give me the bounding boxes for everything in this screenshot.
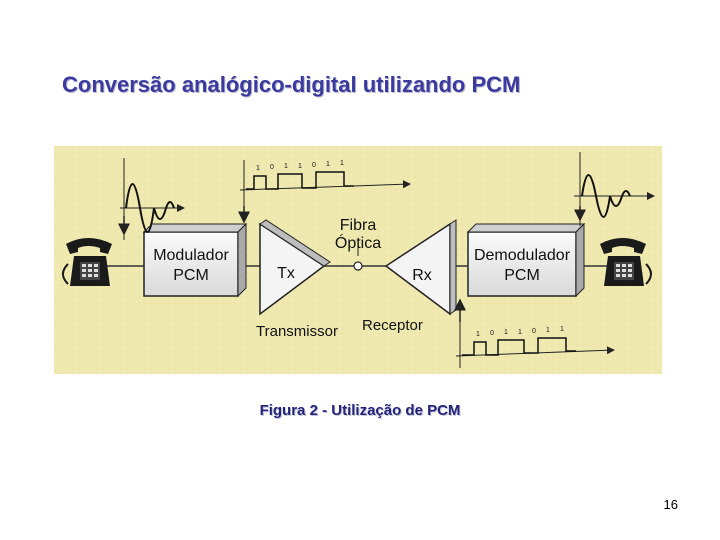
bit-top-5: 1 [326, 161, 330, 168]
bit-bottom-4: 0 [532, 328, 536, 335]
pcm-diagram [54, 146, 662, 374]
demodulator-box [468, 224, 584, 296]
bit-bottom-3: 1 [518, 329, 522, 336]
receiver-label: Receptor [362, 317, 423, 334]
bit-bottom-5: 1 [546, 327, 550, 334]
modulator-label-line1: Modulador [153, 247, 229, 264]
bit-bottom-0: 1 [476, 331, 480, 338]
demodulator-label-line2: PCM [504, 267, 540, 284]
tx-label: Tx [277, 265, 295, 282]
rx-label: Rx [412, 267, 432, 284]
bit-top-2: 1 [284, 163, 288, 170]
bit-top-6: 1 [340, 160, 344, 167]
bit-bottom-2: 1 [504, 329, 508, 336]
bit-bottom-6: 1 [560, 326, 564, 333]
demodulator-label-line1: Demodulador [473, 247, 571, 264]
page-title: Conversão analógico-digital utilizando PCM [62, 72, 521, 97]
bit-top-3: 1 [298, 163, 302, 170]
fiber-label-line1: Fibra [339, 217, 377, 234]
fiber-label-line2: Óptica [334, 235, 382, 252]
bit-top-1: 0 [270, 164, 274, 171]
modulator-box [144, 224, 246, 296]
page-number: 16 [663, 497, 678, 512]
transmitter-label: Transmissor [256, 323, 338, 340]
bit-bottom-1: 0 [490, 330, 494, 337]
fiber-connector [354, 262, 362, 270]
bit-top-0: 1 [256, 165, 260, 172]
bit-top-4: 0 [312, 162, 316, 169]
modulator-label-line2: PCM [173, 267, 209, 284]
figure-caption: Figura 2 - Utilização de PCM [259, 402, 461, 419]
